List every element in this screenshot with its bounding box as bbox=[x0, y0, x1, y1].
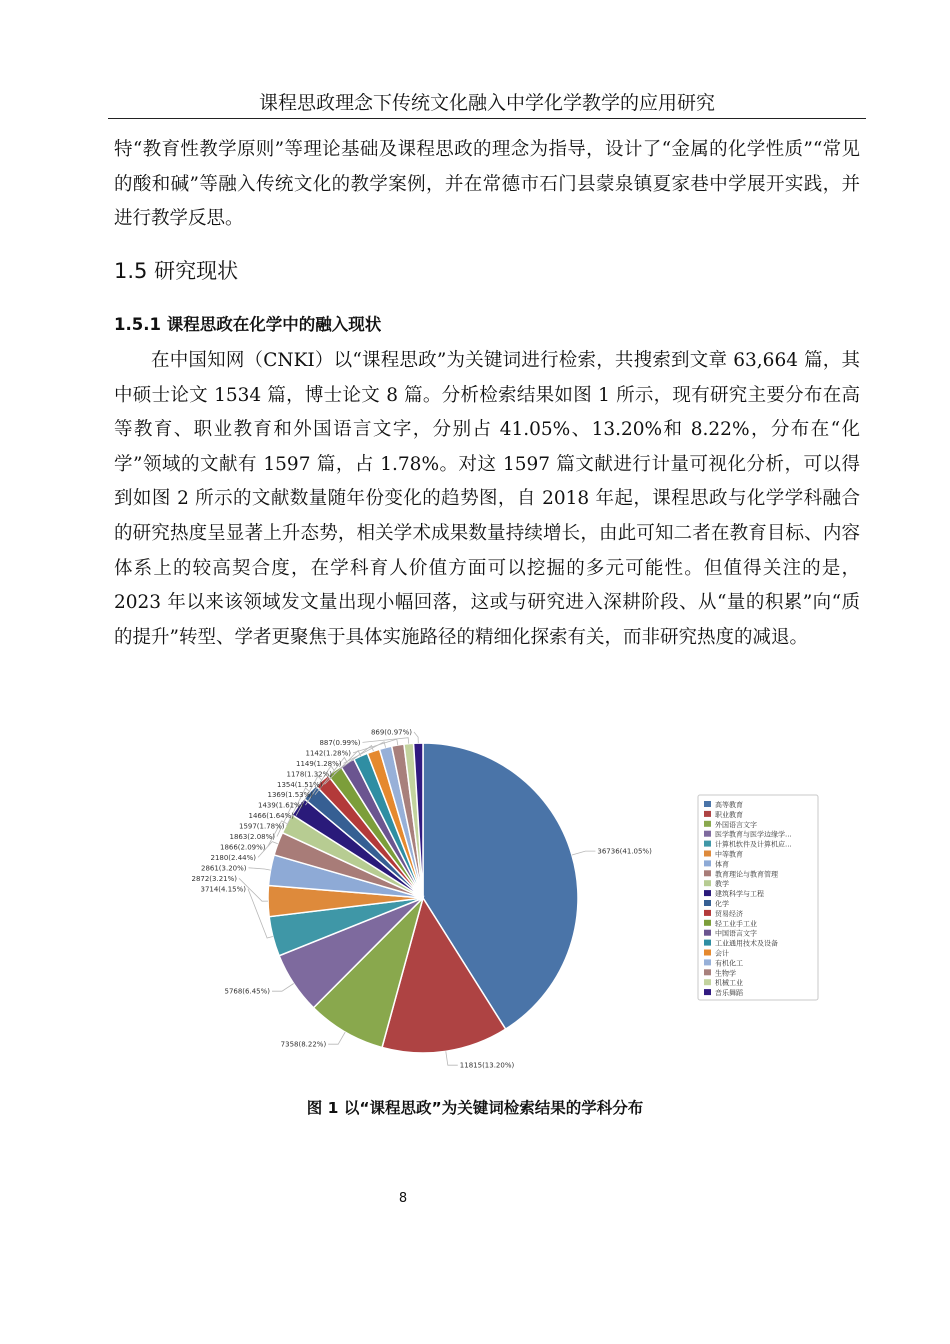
legend-swatch-7 bbox=[704, 860, 711, 866]
legend-swatch-9 bbox=[704, 880, 711, 886]
legend-item-7: 体育 bbox=[715, 860, 729, 869]
legend-swatch-19 bbox=[704, 979, 711, 985]
slice-data-label-13: 1439(1.61%) bbox=[257, 801, 304, 810]
legend-item-6: 中等教育 bbox=[715, 850, 743, 859]
body-paragraph-2: 在中国知网（CNKI）以“课程思政”为关键词进行检索，共搜索到文章 63,664 篇，其中硕士论文 1534 篇，博士论文 8 篇。分析检索结果如图 1 所示，现有研究主要分布在高等教育、职业教育和外国语言文字，分别占 41.05%、13.20%和 8.22%，分布在“化学”领域的文献有 1597 篇，占 1.78%。对这 1597 篇文献进行计量可视化分析，可以得到如图 2 所示的文献数量随年份变化的趋势图，自 2018 年起，课程思政与化学学科融合的研究热度呈显著上升态势，相关学术成果数量持续增长，由此可知二者在教育目标、内容体系上的较高契合度，在学科育人价值方面可以挖掘的多元可能性。但值得关注的是，2023 年以来该领域发文量出现小幅回落，这或与研究进入深耕阶段、从“量的积累”向“质的提升”转型、学者更聚焦于具体实施路径的精细化探索有关，而非研究热度的减退。 bbox=[114, 350, 860, 648]
legend-item-10: 建筑科学与工程 bbox=[715, 890, 764, 899]
legend-item-18: 生物学 bbox=[715, 969, 736, 978]
legend-item-17: 有机化工 bbox=[715, 959, 743, 968]
legend-item-3: 外国语言文字 bbox=[715, 820, 757, 829]
slice-data-label-7: 2861(3.20%) bbox=[200, 864, 247, 873]
legend-swatch-20 bbox=[704, 989, 711, 995]
legend-swatch-12 bbox=[704, 910, 711, 916]
legend-swatch-3 bbox=[704, 821, 711, 827]
pie-slices bbox=[268, 743, 578, 1053]
legend-swatch-13 bbox=[704, 920, 711, 926]
subsection-heading: 1.5.1 课程思政在化学中的融入现状 bbox=[114, 315, 382, 334]
legend-swatch-16 bbox=[704, 950, 711, 956]
slice-data-label-5: 3714(4.15%) bbox=[200, 885, 246, 894]
slice-data-label-2: 11815(13.20%) bbox=[459, 1061, 515, 1070]
legend-swatch-10 bbox=[704, 890, 711, 896]
legend-item-9: 教学 bbox=[715, 880, 729, 889]
legend-swatch-17 bbox=[704, 959, 711, 965]
body-paragraph-1: 特“教育性教学原则”等理论基础及课程思政的理念为指导，设计了“金属的化学性质”“常见的酸和碱”等融入传统文化的教学案例，并在常德市石门县蒙泉镇夏家巷中学展开实践，并进行教学反思。 bbox=[114, 139, 860, 230]
slice-data-label-11: 1597(1.78%) bbox=[238, 822, 285, 831]
leader-line-3 bbox=[328, 1032, 345, 1044]
slice-data-label-9: 1866(2.09%) bbox=[219, 843, 266, 852]
slice-data-label-1: 36736(41.05%) bbox=[597, 847, 652, 856]
legend-swatch-6 bbox=[704, 851, 711, 857]
legend-swatch-8 bbox=[704, 870, 711, 876]
legend-swatch-14 bbox=[704, 930, 711, 936]
subject-distribution-pie-chart bbox=[190, 712, 840, 1092]
legend-swatch-2 bbox=[704, 811, 711, 817]
page-number: 8 bbox=[398, 1191, 408, 1206]
legend-item-11: 化学 bbox=[715, 900, 729, 908]
legend-item-15: 工业通用技术及设备 bbox=[715, 939, 778, 948]
slice-data-label-19: 887(0.99%) bbox=[319, 739, 361, 747]
leader-line-7 bbox=[249, 868, 271, 870]
slice-data-label-8: 2180(2.44%) bbox=[210, 853, 256, 862]
chart-legend bbox=[698, 795, 818, 1000]
slice-data-label-16: 1178(1.32%) bbox=[286, 770, 332, 779]
leader-line-20 bbox=[414, 732, 418, 743]
section-heading: 1.5 研究现状 bbox=[114, 259, 239, 283]
legend-item-1: 高等教育 bbox=[715, 801, 743, 809]
legend-item-12: 贸易经济 bbox=[715, 909, 743, 918]
legend-swatch-18 bbox=[704, 969, 711, 975]
leader-line-2 bbox=[446, 1051, 458, 1065]
running-header bbox=[108, 88, 866, 119]
legend-swatch-15 bbox=[704, 940, 711, 946]
legend-item-19: 机械工业 bbox=[715, 979, 743, 988]
legend-swatch-1 bbox=[704, 801, 711, 807]
legend-item-2: 职业教育 bbox=[715, 810, 743, 819]
legend-swatch-4 bbox=[704, 831, 711, 837]
figure-caption: 图 1 以“课程思政”为关键词检索结果的学科分布 bbox=[306, 1099, 644, 1117]
legend-item-13: 轻工业手工业 bbox=[715, 919, 757, 928]
slice-data-label-18: 1142(1.28%) bbox=[305, 749, 351, 758]
slice-data-label-14: 1369(1.53%) bbox=[267, 791, 313, 800]
running-header-title: 课程思政理念下传统文化融入中学化学教学的应用研究 bbox=[258, 92, 715, 114]
legend-swatch-5 bbox=[704, 841, 711, 847]
legend-item-4: 医学教育与医学边缘学... bbox=[715, 830, 792, 839]
slice-data-label-10: 1863(2.08%) bbox=[229, 833, 275, 841]
legend-item-5: 计算机软件及计算机应... bbox=[715, 840, 792, 849]
slice-data-label-12: 1466(1.64%) bbox=[248, 812, 294, 821]
slice-data-label-6: 2872(3.21%) bbox=[191, 874, 237, 883]
slice-data-label-15: 1354(1.51%) bbox=[276, 780, 323, 789]
legend-item-20: 音乐舞蹈 bbox=[715, 989, 743, 998]
slice-data-label-20: 869(0.97%) bbox=[370, 728, 412, 737]
leader-line-4 bbox=[272, 984, 294, 992]
legend-swatch-11 bbox=[704, 900, 711, 906]
slice-data-label-3: 7358(8.22%) bbox=[280, 1040, 327, 1049]
slice-data-label-17: 1149(1.28%) bbox=[295, 759, 342, 768]
legend-item-14: 中国语言文字 bbox=[715, 929, 757, 938]
legend-item-16: 会计 bbox=[715, 949, 729, 958]
slice-data-label-4: 5768(6.45%) bbox=[224, 987, 270, 996]
legend-item-8: 教育理论与教育管理 bbox=[715, 870, 778, 879]
leader-line-1 bbox=[572, 851, 596, 855]
